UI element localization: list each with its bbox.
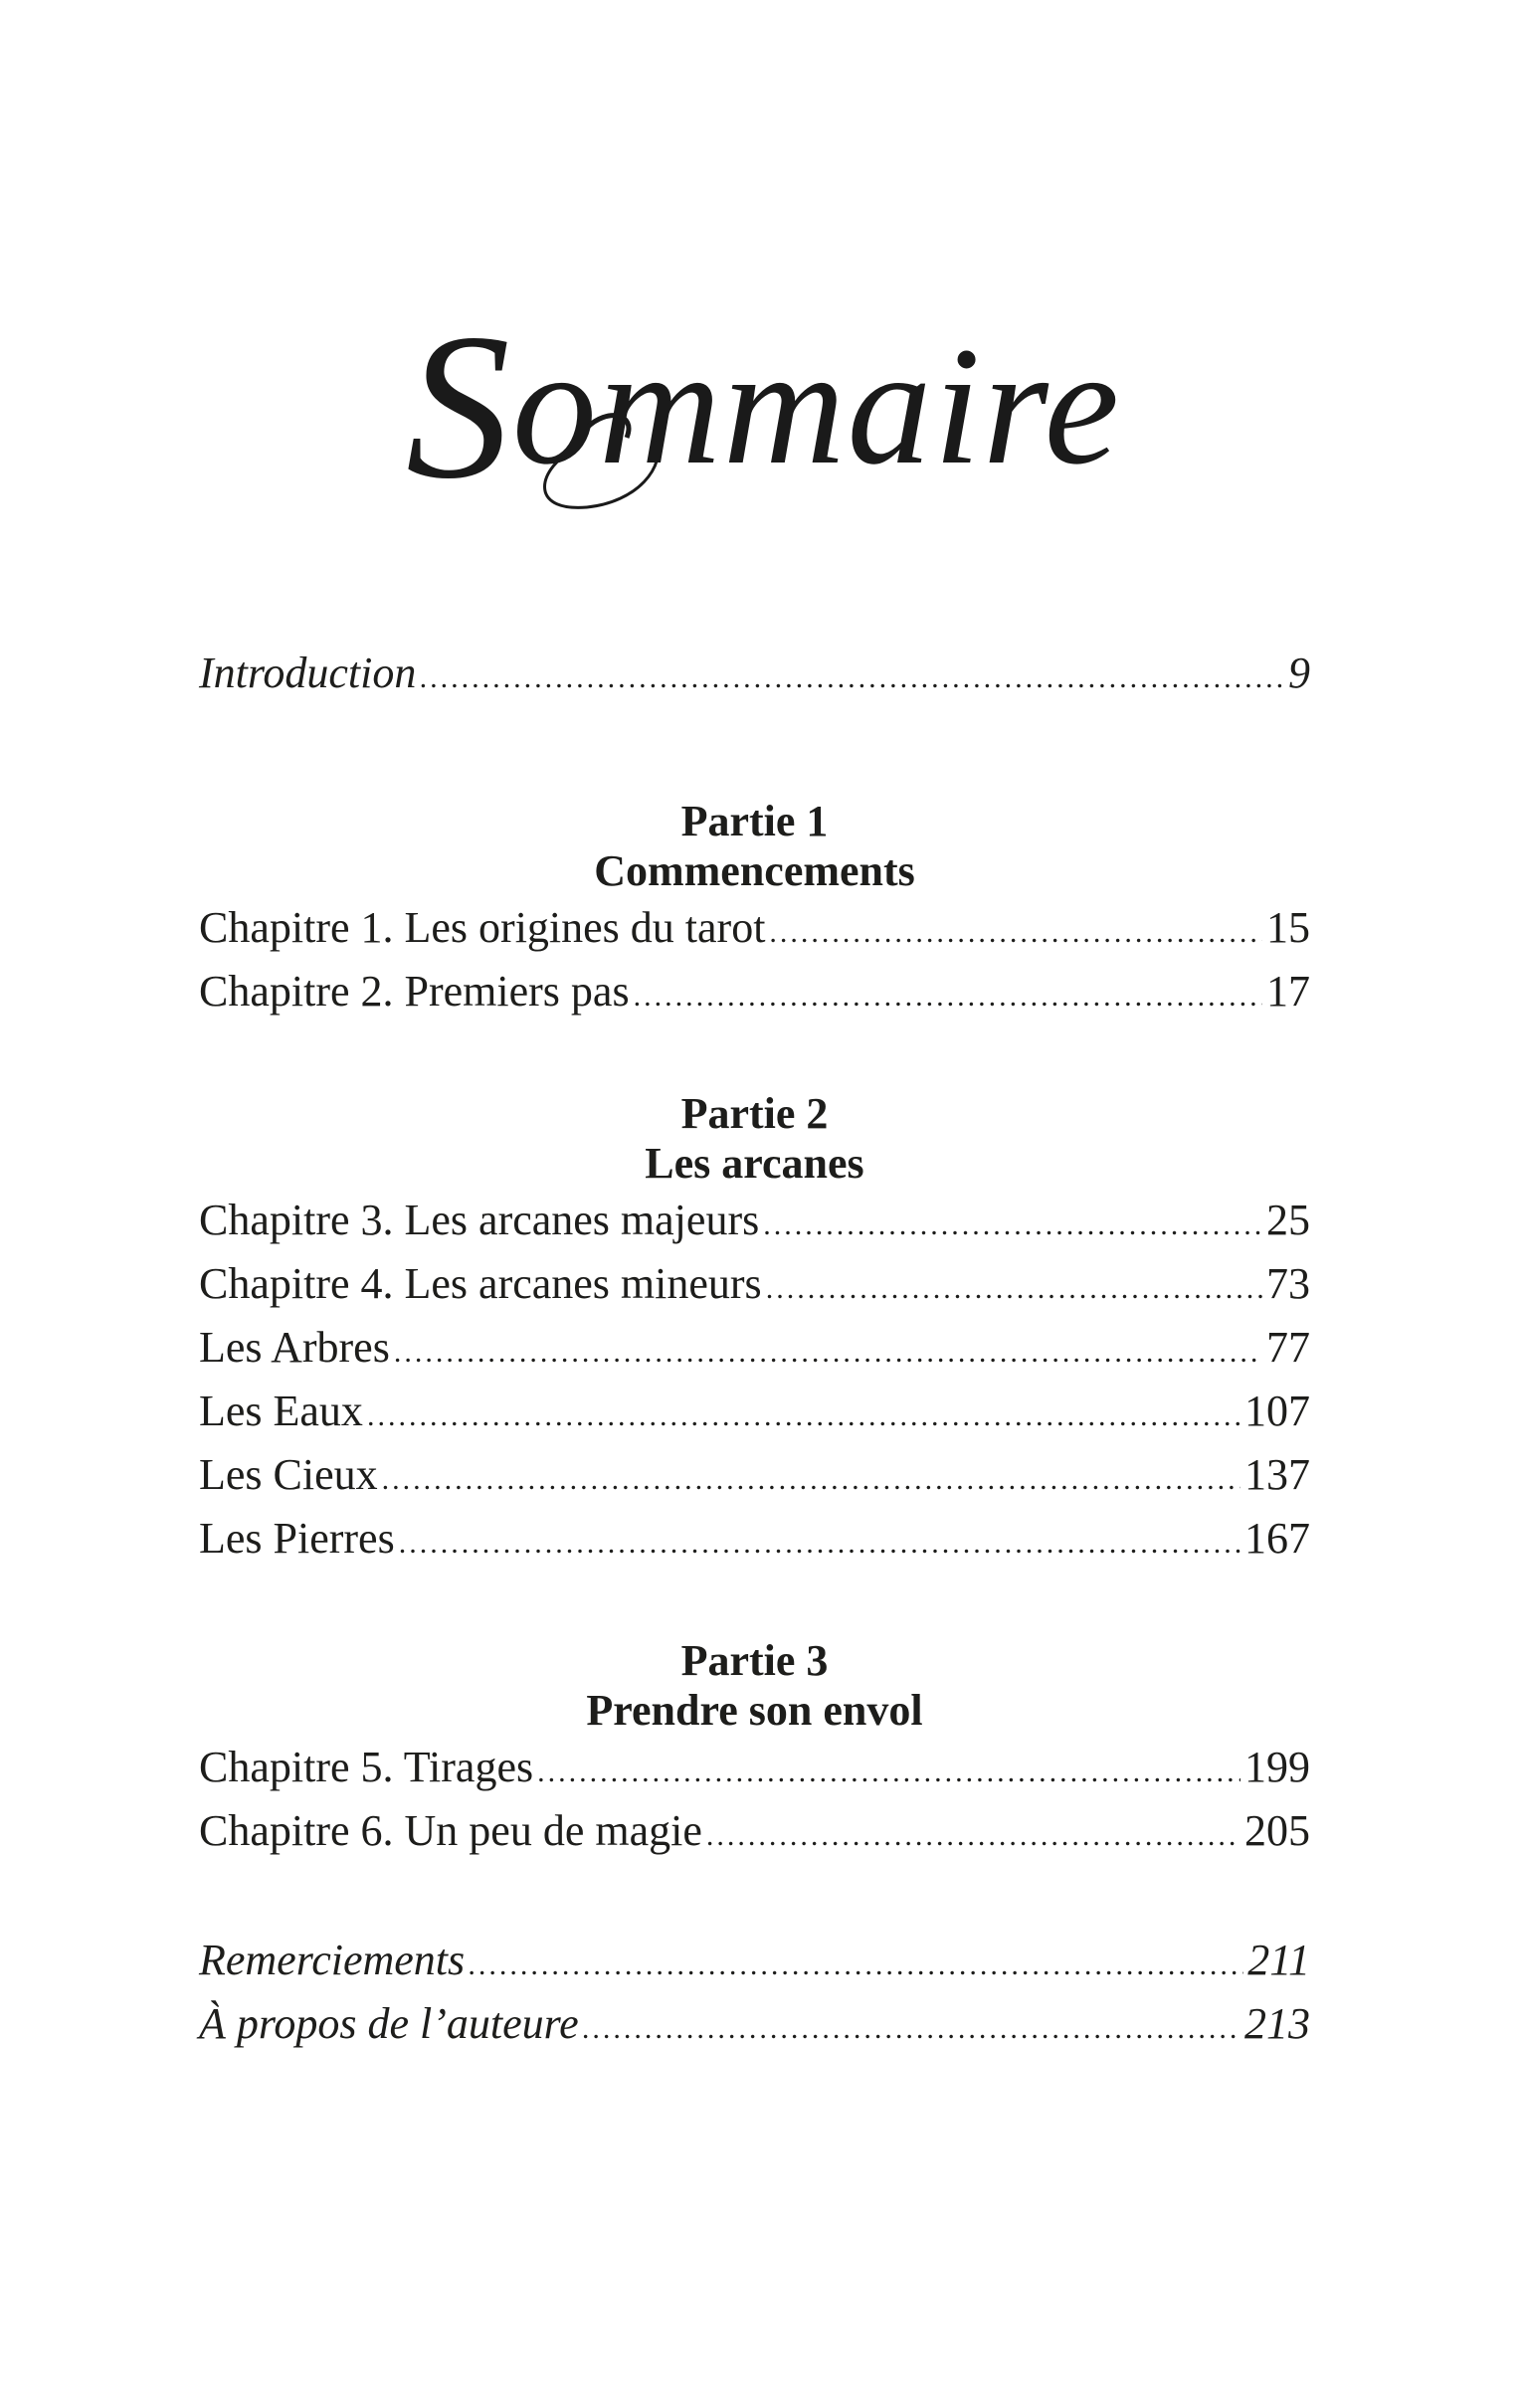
title-rest: ommaire xyxy=(511,312,1122,499)
toc-entry[interactable] xyxy=(199,1189,1310,1252)
dot-leader xyxy=(706,1804,1241,1868)
toc-entry[interactable] xyxy=(199,1380,1310,1443)
entry-page: 77 xyxy=(1266,1323,1310,1372)
part-2-name: Les arcanes xyxy=(645,1139,864,1188)
dot-leader xyxy=(399,1512,1241,1575)
entry-page: 15 xyxy=(1266,903,1310,952)
part-2-number: Partie 2 xyxy=(680,1089,829,1138)
entry-page: 107 xyxy=(1244,1387,1310,1435)
entry-page: 25 xyxy=(1266,1196,1310,1244)
entry-page: 199 xyxy=(1244,1743,1310,1791)
entry-label: Chapitre 5. Tirages xyxy=(199,1743,534,1791)
dot-leader xyxy=(769,901,1262,965)
entry-label: Chapitre 2. Premiers pas xyxy=(199,967,630,1016)
entry-label: Chapitre 3. Les arcanes majeurs xyxy=(199,1196,760,1244)
entry-page: 205 xyxy=(1244,1806,1310,1855)
entry-label: Introduction xyxy=(199,648,417,697)
toc-entry-a-propos[interactable] xyxy=(199,1992,1310,2056)
entry-label: Les Pierres xyxy=(199,1514,395,1563)
entry-page: 73 xyxy=(1266,1259,1310,1308)
toc-entry[interactable] xyxy=(199,1252,1310,1316)
dot-leader xyxy=(583,1997,1241,2061)
part-3-name: Prendre son envol xyxy=(586,1686,923,1735)
entry-label: Les Cieux xyxy=(199,1450,378,1499)
entry-page: 17 xyxy=(1266,967,1310,1016)
dot-leader xyxy=(766,1257,1262,1321)
toc-entry[interactable] xyxy=(199,1736,1310,1799)
entry-page: 211 xyxy=(1247,1936,1310,1984)
entry-label: À propos de l’auteure xyxy=(199,1999,579,2048)
toc-entry[interactable] xyxy=(199,1443,1310,1507)
entry-label: Chapitre 1. Les origines du tarot xyxy=(199,903,766,952)
entry-label: Chapitre 4. Les arcanes mineurs xyxy=(199,1259,762,1308)
entry-page: 137 xyxy=(1244,1450,1310,1499)
dot-leader xyxy=(367,1385,1241,1448)
toc-entry[interactable] xyxy=(199,1507,1310,1571)
toc-entry[interactable] xyxy=(199,1799,1310,1863)
part-3-number: Partie 3 xyxy=(680,1636,829,1685)
dot-leader xyxy=(634,965,1262,1028)
title-initial: S xyxy=(405,291,512,522)
dot-leader xyxy=(382,1448,1241,1512)
dot-leader xyxy=(394,1321,1262,1385)
toc-entry[interactable] xyxy=(199,960,1310,1023)
dot-leader xyxy=(469,1934,1243,1997)
toc-entry-remerciements[interactable] xyxy=(199,1929,1310,1992)
table-of-contents xyxy=(199,642,1310,2056)
page-title xyxy=(0,288,1527,522)
dot-leader xyxy=(420,647,1284,710)
entry-page: 213 xyxy=(1244,1999,1310,2048)
toc-entry[interactable] xyxy=(199,1316,1310,1380)
toc-entry[interactable] xyxy=(199,896,1310,960)
entry-label: Remerciements xyxy=(199,1936,466,1984)
entry-label: Les Eaux xyxy=(199,1387,363,1435)
dot-leader xyxy=(537,1741,1241,1804)
entry-page: 9 xyxy=(1288,648,1310,697)
toc-entry-introduction[interactable] xyxy=(199,642,1310,705)
part-1-name: Commencements xyxy=(594,846,915,895)
entry-label: Les Arbres xyxy=(199,1323,390,1372)
entry-page: 167 xyxy=(1244,1514,1310,1563)
entry-label: Chapitre 6. Un peu de magie xyxy=(199,1806,702,1855)
dot-leader xyxy=(763,1194,1262,1257)
part-1-number: Partie 1 xyxy=(680,797,829,845)
